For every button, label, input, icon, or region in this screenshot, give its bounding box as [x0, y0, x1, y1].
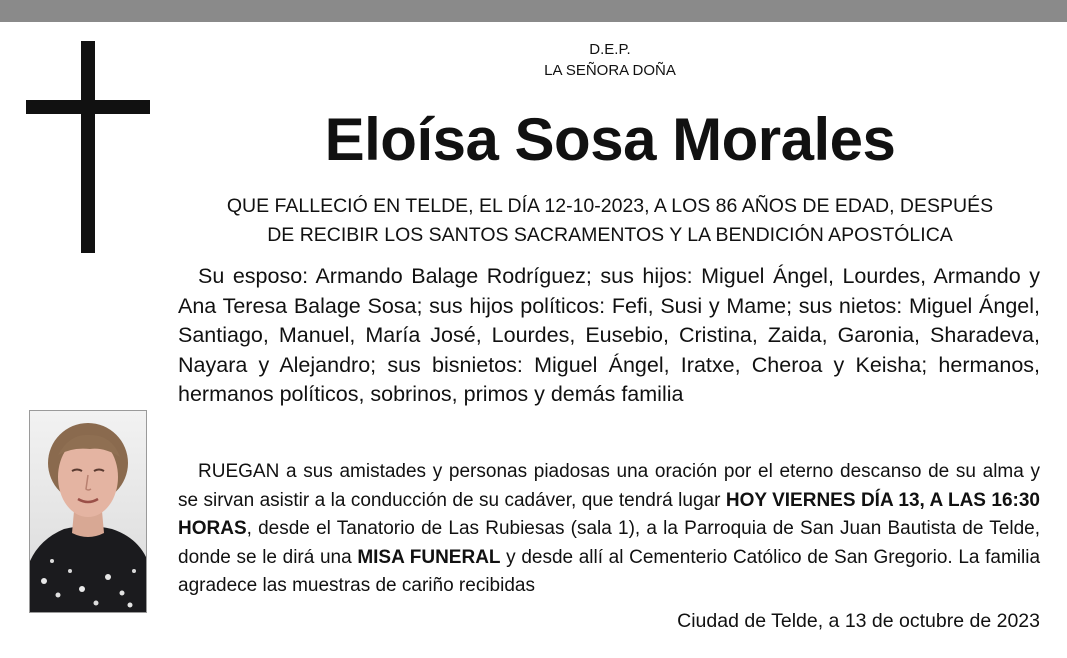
request-text-1: RUEGAN a sus amistades y personas piadosas una oración por el eterno descanso de su alma y se sirvan asistir a la conducción de su cadáver, que tendrá lugar: [178, 461, 1040, 511]
family-paragraph: Su esposo: Armando Balage Rodríguez; sus hijos: Miguel Ángel, Lourdes, Armando y Ana Teresa Balage Sosa; sus hijos políticos: Fefi, Susi y Mame; sus nietos: Miguel Ángel, Santiago, Manuel, María José, Lourdes, Eusebio, Cristina, Zaida, Garonia, Sharadeva, Nayara y Alejandro; sus bisnietos: Miguel Ángel, Iratxe, Cheroa y Keisha; hermanos, hermanos políticos, sobrinos, primos y demás familia: [178, 264, 1040, 406]
death-notice: [170, 192, 1050, 250]
portrait-illustration: [30, 411, 146, 612]
request-text-3: y desde allí al Cementerio Católico de San Gregorio. La familia agradece las muestras de cariño recibidas: [178, 546, 1041, 596]
cross-vertical-bar: [81, 41, 95, 253]
request-paragraph: [178, 458, 1040, 601]
cross-icon: [26, 41, 150, 253]
dep-label: D.E.P.: [589, 41, 631, 58]
portrait-photo: [29, 410, 147, 613]
death-notice-line-2: DE RECIBIR LOS SANTOS SACRAMENTOS Y LA BENDICIÓN APOSTÓLICA: [267, 224, 953, 246]
request-text-2: , desde el Tanatorio de Las Rubiesas (sala 1), a la Parroquia de San Juan Bautista de Telde, donde se le dirá una: [178, 518, 1040, 568]
death-notice-line-1: QUE FALLECIÓ EN TELDE, EL DÍA 12-10-2023, A LOS 86 AÑOS DE EDAD, DESPUÉS: [226, 195, 994, 217]
deceased-name: Eloísa Sosa Morales: [324, 106, 896, 173]
header-intro: [400, 39, 820, 81]
honorific-label: LA SEÑORA DOÑA: [544, 62, 676, 79]
place-date: Ciudad de Telde, a 13 de octubre de 2023: [677, 610, 1040, 632]
top-border: [0, 0, 1067, 22]
service-date-time: HOY VIERNES DÍA 13, A LAS 16:30 HORAS: [178, 489, 1040, 539]
cross-horizontal-bar: [26, 100, 150, 114]
mass-label: MISA FUNERAL: [357, 546, 501, 568]
